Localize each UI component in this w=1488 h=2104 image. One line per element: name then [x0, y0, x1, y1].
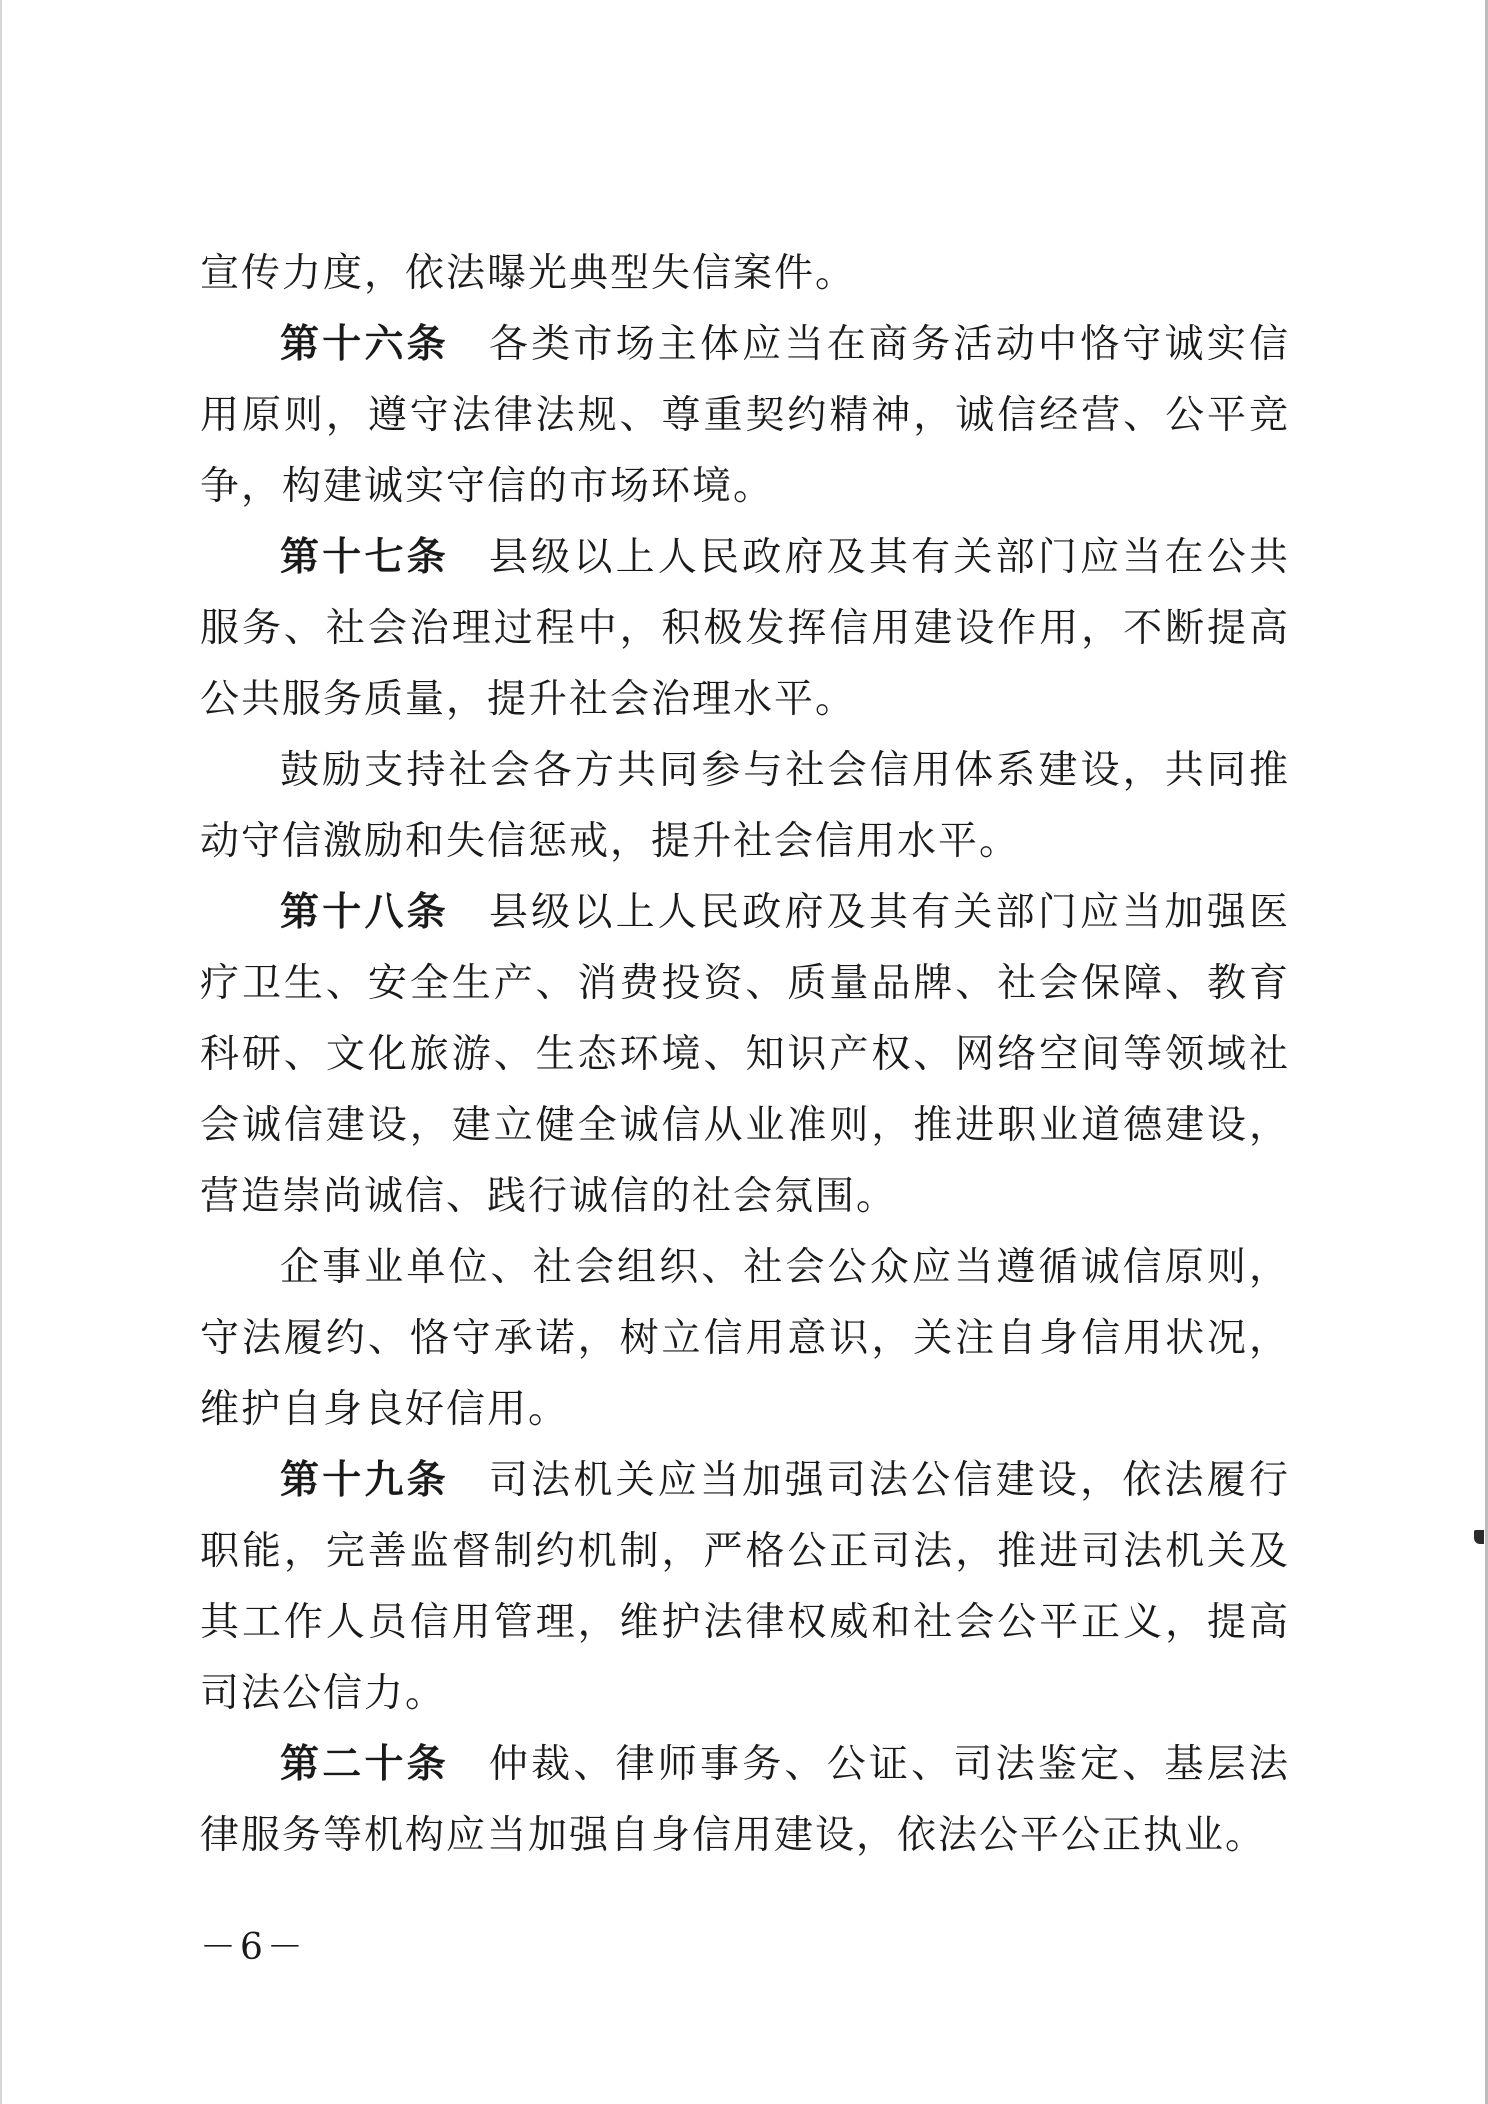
article-text: 各类市场主体应当在商务活动中恪守诚实信用原则，遵守法律法规、尊重契约精神，诚信经营、公平竞争，构建诚实守信的市场环境。 — [200, 322, 1290, 509]
article-16 — [200, 309, 1290, 522]
article-text: 县级以上人民政府及其有关部门应当加强医疗卫生、安全生产、消费投资、质量品牌、社会保障、教育科研、文化旅游、生态环境、知识产权、网络空间等领域社会诚信建设，建立健全诚信从业准则，推进职业道德建设，营造崇尚诚信、践行诚信的社会氛围。 — [200, 890, 1290, 1219]
scan-edge-left — [0, 0, 2, 2104]
paragraph-text: 宣传力度，依法曝光典型失信案件。 — [200, 251, 857, 296]
article-18 — [200, 877, 1290, 1232]
article-18-clause-2 — [200, 1232, 1290, 1445]
article-17-clause-2 — [200, 735, 1290, 877]
article-label: 第十六条 — [280, 322, 449, 367]
article-20 — [200, 1729, 1290, 1871]
document-body — [200, 238, 1290, 1871]
article-text: 仲裁、律师事务、公证、司法鉴定、基层法律服务等机构应当加强自身信用建设，依法公平公正执业。 — [200, 1742, 1290, 1858]
article-label: 第十九条 — [280, 1458, 449, 1503]
paragraph-text: 鼓励支持社会各方共同参与社会信用体系建设，共同推动守信激励和失信惩戒，提升社会信用水平。 — [200, 748, 1290, 864]
paragraph-text: 企事业单位、社会组织、社会公众应当遵循诚信原则，守法履约、恪守承诺，树立信用意识，关注自身信用状况，维护自身良好信用。 — [200, 1245, 1290, 1432]
article-label: 第十七条 — [280, 535, 449, 580]
article-text: 县级以上人民政府及其有关部门应当在公共服务、社会治理过程中，积极发挥信用建设作用，不断提高公共服务质量，提升社会治理水平。 — [200, 535, 1290, 722]
article-label: 第二十条 — [280, 1742, 449, 1787]
article-text: 司法机关应当加强司法公信建设，依法履行职能，完善监督制约机制，严格公正司法，推进司法机关及其工作人员信用管理，维护法律权威和社会公平正义，提高司法公信力。 — [200, 1458, 1290, 1716]
article-label: 第十八条 — [280, 890, 449, 935]
article-19 — [200, 1445, 1290, 1729]
article-17 — [200, 522, 1290, 735]
page-number: －6－ — [200, 1927, 307, 1968]
paragraph-continuation — [200, 238, 1290, 309]
binding-mark — [1474, 1530, 1484, 1544]
